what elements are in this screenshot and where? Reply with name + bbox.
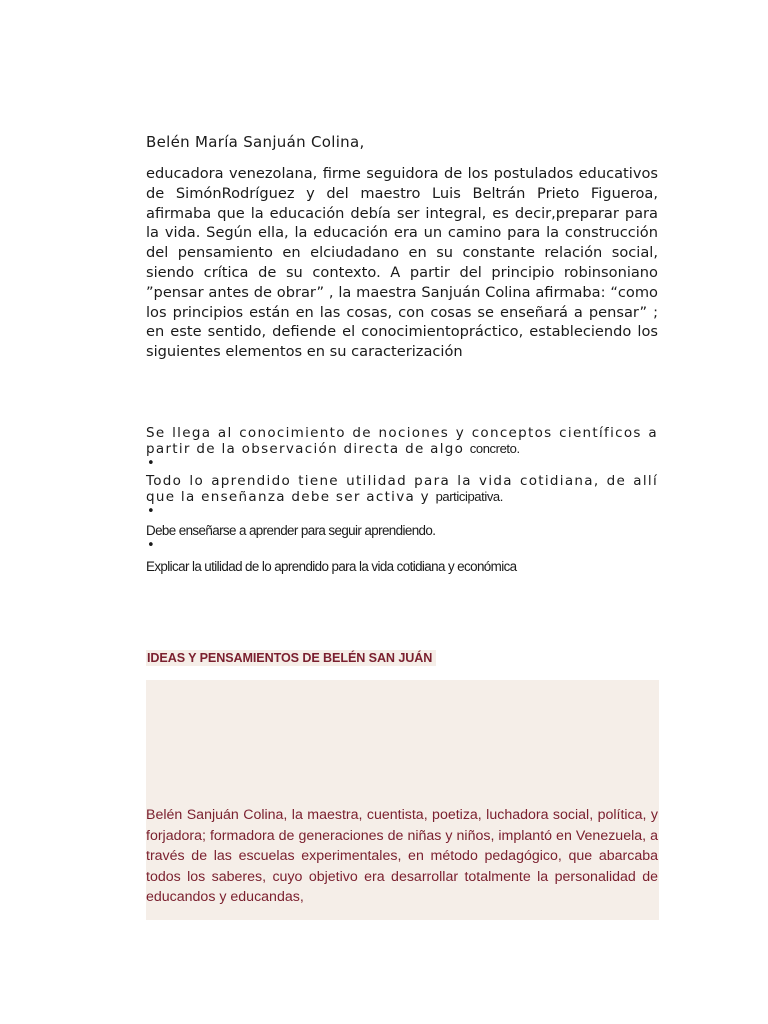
intro-paragraph: educadora venezolana, firme seguidora de los postulados educativos de SimónRodríguez y del maestro Luis Beltrán Prieto Figueroa, afirmaba que la educación debía ser integral, es decir,preparar para la vida. Según ella, la educación era un camino para la construcción del pensamiento en elciudadano en su constante relación social, siendo crítica de su contexto. A partir del principio robinsoniano ”pensar antes de obrar” , la maestra Sanjuán Colina afirmaba: “como los principios están en las cosas, con cosas se enseñará a pensar” ; en este sentido, defiende el conocimientopráctico, estableciendo los siguientes elementos en su caracterización <box>146 165 658 361</box>
author-name-line: Belén María Sanjuán Colina, <box>146 133 365 151</box>
bullet-glyph: • <box>147 538 155 553</box>
list-item-tail: concreto. <box>469 441 520 456</box>
section-heading: IDEAS Y PENSAMIENTOS DE BELÉN SAN JUÁN <box>146 650 436 666</box>
characterization-list <box>146 426 658 575</box>
bullet-glyph: • <box>147 504 155 519</box>
list-item-tail: participativa. <box>435 489 503 504</box>
list-item <box>146 474 658 505</box>
list-item-text: Todo lo aprendido tiene utilidad para la vida cotidiana, de allí que la enseñanza debe ser activa y <box>146 473 658 505</box>
list-item: Explicar la utilidad de lo aprendido para la vida cotidiana y económica <box>146 559 517 574</box>
list-item <box>146 426 658 457</box>
list-item: Debe enseñarse a aprender para seguir aprendiendo. <box>146 523 436 538</box>
list-item-text: Se llega al conocimiento de nociones y conceptos científicos a partir de la observación directa de algo <box>146 425 658 457</box>
section-body-text: Belén Sanjuán Colina, la maestra, cuentista, poetiza, luchadora social, política, y forjadora; formadora de generaciones de niñas y niños, implantó en Venezuela, a través de las escuelas experimentales, en método pedagógico, que abarcaba todos los saberes, cuyo objetivo era desarrollar totalmente la personalidad de educandos y educandas, <box>146 807 658 906</box>
section-body-paragraph <box>146 805 658 908</box>
bullet-glyph: • <box>147 456 155 471</box>
